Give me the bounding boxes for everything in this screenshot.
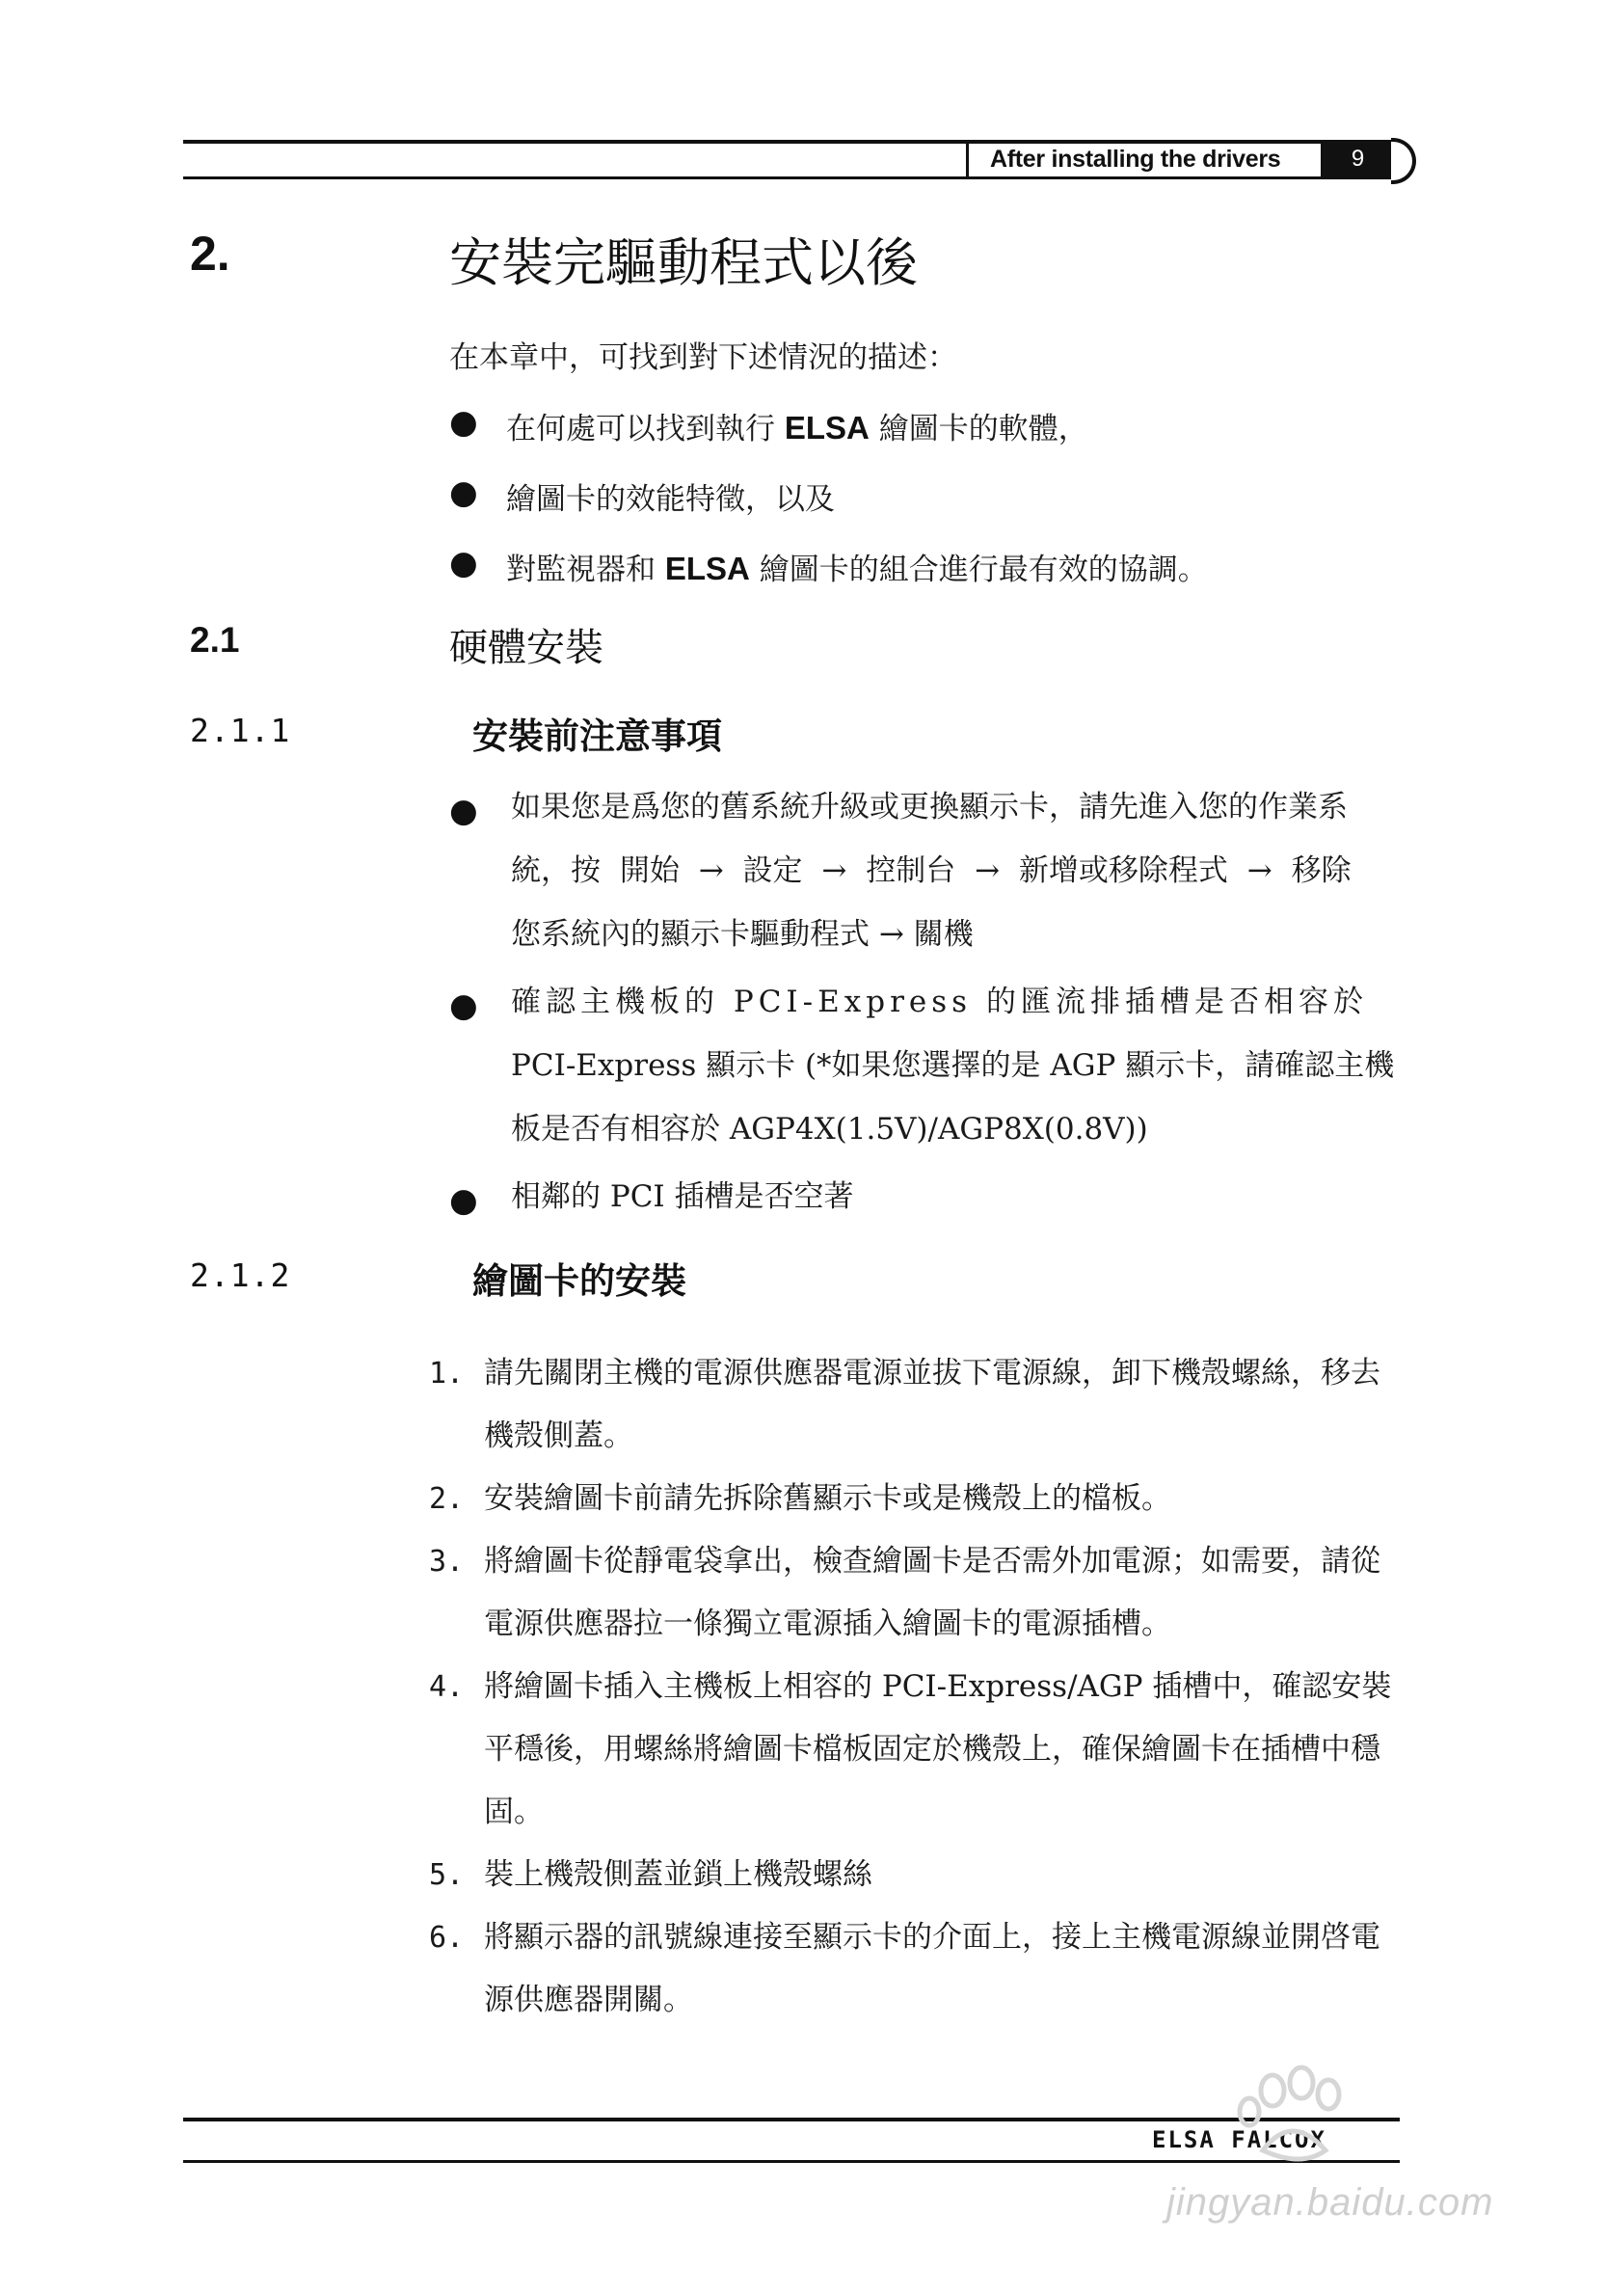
text-line: 板是否有相容於 AGP4X(1.5V)/AGP8X(0.8V)) (511, 1112, 1148, 1147)
paw-watermark-icon (1147, 2054, 1427, 2179)
install-step (429, 1906, 1407, 2032)
step-text: 將繪圖卡從靜電袋拿出，檢查繪圖卡是否需外加電源；如需要，請從電源供應器拉一條獨立電源插入繪圖卡的電源插槽。 (484, 1544, 1380, 1641)
step-text: 安裝繪圖卡前請先拆除舊顯示卡或是機殼上的檔板。 (484, 1481, 1171, 1516)
chapter-intro: 在本章中，可找到對下述情況的描述： (449, 340, 957, 375)
bullet-dot: ● (449, 544, 478, 582)
step-text: 將繪圖卡插入主機板上相容的 PCI-Express/AGP 插槽中，確認安裝平穩後，用螺絲將繪圖卡檔板固定於機殼上，確保繪圖卡在插槽中穩固。 (484, 1669, 1392, 1829)
install-step (429, 1530, 1407, 1656)
precaution-item-3 (511, 1165, 1407, 1229)
text-line: 確認主機板的 PCI-Express 的匯流排插槽是否相容於 (511, 985, 1368, 1019)
step-text: 將顯示器的訊號線連接至顯示卡的介面上，接上主機電源線並開啓電源供應器開關。 (484, 1920, 1380, 2017)
chapter-bullet-1 (506, 404, 1088, 447)
text-line: 相鄰的 PCI 插槽是否空著 (511, 1179, 854, 1214)
install-step (429, 1844, 1407, 1906)
section-number: 2.1 (190, 620, 240, 660)
running-title: After installing the drivers (966, 142, 1321, 176)
text-line: 統，按 開始 → 設定 → 控制台 → 新增或移除程式 → 移除 (511, 853, 1352, 888)
brand-name: ELSA (784, 410, 870, 446)
subsection-number: 2.1.1 (190, 712, 291, 749)
bullet-text: 對監視器和 (506, 553, 665, 587)
step-number: 1. (429, 1357, 465, 1391)
footer-brand-logo: ELSA FALCOX (1152, 2126, 1326, 2153)
section-title: 硬體安裝 (449, 626, 603, 670)
bullet-dot: ● (449, 1181, 478, 1220)
bullet-text: 繪圖卡的組合進行最有效的協調。 (749, 553, 1208, 587)
install-step (429, 1656, 1407, 1844)
step-text: 請先關閉主機的電源供應器電源並拔下電源線，卸下機殼螺絲，移去機殼側蓋。 (484, 1356, 1380, 1453)
step-number: 6. (429, 1921, 465, 1955)
step-number: 2. (429, 1482, 465, 1516)
chapter-bullet-3 (506, 545, 1208, 588)
precaution-item-1 (511, 775, 1407, 966)
bullet-dot: ● (449, 403, 478, 442)
step-text: 裝上機殼側蓋並鎖上機殼螺絲 (484, 1857, 872, 1892)
page-number: 9 (1321, 140, 1395, 178)
precaution-item-2 (511, 970, 1407, 1161)
bullet-dot: ● (449, 792, 478, 830)
bullet-dot: ● (449, 986, 478, 1025)
text-line: 如果您是爲您的舊系統升級或更換顯示卡，請先進入您的作業系 (511, 790, 1348, 824)
install-steps (429, 1342, 1407, 2032)
subsection-title: 繪圖卡的安裝 (472, 1260, 686, 1302)
install-step (429, 1468, 1407, 1530)
step-number: 4. (429, 1670, 465, 1704)
watermark-text: jingyan.baidu.com (1166, 2181, 1494, 2224)
install-step (429, 1342, 1407, 1468)
header-rule-lower (183, 176, 1400, 179)
chapter-number: 2. (190, 227, 230, 281)
subsection-title: 安裝前注意事項 (472, 716, 722, 757)
chapter-bullet-2: 繪圖卡的效能特徵，以及 (506, 482, 835, 517)
bullet-dot: ● (449, 473, 478, 512)
subsection-number: 2.1.2 (190, 1256, 291, 1294)
chapter-title: 安裝完驅動程式以後 (449, 232, 918, 293)
text-line: 您系統內的顯示卡驅動程式 → 關機 (511, 917, 974, 952)
step-number: 3. (429, 1545, 465, 1579)
brand-name: ELSA (664, 551, 750, 586)
text-line: PCI-Express 顯示卡 (*如果您選擇的是 AGP 顯示卡，請確認主機 (511, 1048, 1395, 1083)
bullet-text: 繪圖卡的軟體， (869, 412, 1088, 446)
step-number: 5. (429, 1858, 465, 1892)
header-end-cap (1391, 138, 1416, 184)
bullet-text: 在何處可以找到執行 (506, 412, 785, 446)
